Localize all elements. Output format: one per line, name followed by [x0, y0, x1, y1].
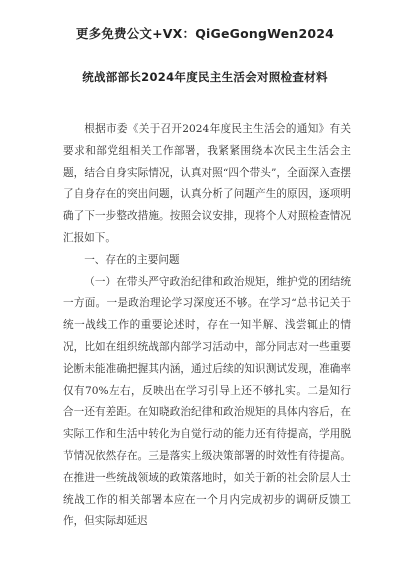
body-paragraph-1: （一）在带头严守政治纪律和政治规矩，维护党的团结统一方面。一是政治理论学习深度还不够。在学习“总书记关于统一战线工作的重要论述时，存在一知半解、浅尝辄止的情况，比如在组织统战部内部学习活动中，部分同志对一些重要论断未能准确把握其内涵，通过后续的知识测试发现，准确率仅有70%左右，反映出在学习引导上还不够扎实。二是知行合一还有差距。在知晓政治纪律和政治规矩的具体内容后，在实际工作和生活中转化为自觉行动的能力还有待提高，学用脱节情况依然存在。三是落实上级决策部署的时效性有待提高。在推进一些统战领域的政策落地时，如关于新的社会阶层人士统战工作的相关部署本应在一个月内完成初步的调研反馈工作，但实际却延迟	[63, 275, 351, 528]
intro-paragraph: 根据市委《关于召开2024年度民主生活会的通知》有关要求和部党组相关工作部署，我紧紧围绕本次民主生活会主题，结合自身实际情况，认真对照“四个带头”，全面深入查摆了自身存在的突出问题，认真分析了问题产生的原因，逐项明确了下一步整改措施。按照会议安排，现将个人对照检查情况汇报如下。	[63, 123, 351, 244]
document-body	[63, 119, 351, 533]
section-heading: 一、存在的主要问题	[84, 253, 180, 266]
watermark-header: 更多免费公文+VX：QiGeGongWen2024	[75, 26, 335, 41]
document-title: 统战部部长2024年度民主生活会对照检查材料	[82, 70, 328, 84]
